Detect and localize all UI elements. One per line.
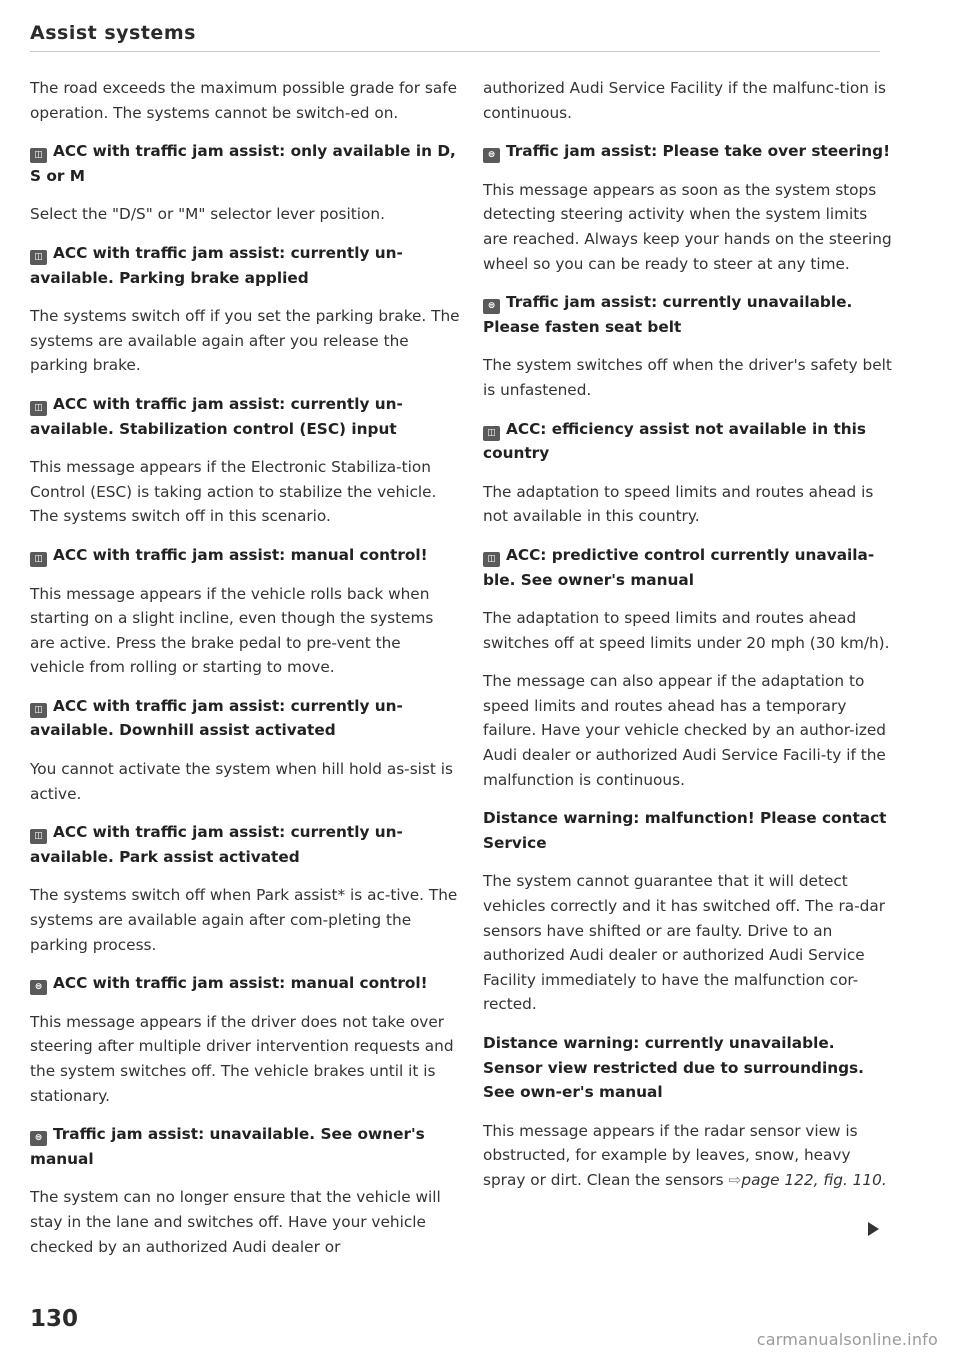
acc-icon: ◫ — [30, 148, 47, 163]
acc-icon: ◫ — [30, 552, 47, 567]
paragraph-text: authorized Audi Service Facility if the malfunc-tion is continuous. — [483, 79, 886, 122]
body-paragraph — [483, 606, 893, 655]
message-heading-text: Traffic jam assist: currently unavailable. Please fasten seat belt — [483, 293, 853, 336]
paragraph-text: This message appears as soon as the system stops detecting steering activity when the system limits are reached. Always keep your hands on the steering wheel so you can be ready to steer at any time. — [483, 180, 892, 273]
reference-arrow-icon: ⇨ — [728, 1170, 742, 1189]
steering-icon: ⊜ — [483, 299, 500, 314]
paragraph-text: The system switches off when the driver's safety belt is unfastened. — [483, 356, 892, 399]
message-heading — [483, 1031, 893, 1105]
body-paragraph — [483, 353, 893, 402]
steering-icon: ⊜ — [30, 980, 47, 995]
message-heading — [30, 694, 460, 743]
message-heading-text: Distance warning: currently unavailable. Sensor view restricted due to surroundings. See own-er's manual — [483, 1034, 864, 1102]
message-heading — [483, 806, 893, 855]
paragraph-text: The systems switch off if you set the parking brake. The systems are available again after you release the parking brake. — [30, 307, 460, 375]
steering-icon: ⊜ — [483, 148, 500, 163]
acc-icon: ◫ — [483, 426, 500, 441]
paragraph-text: The adaptation to speed limits and routes ahead is not available in this country. — [483, 482, 874, 526]
header-divider — [30, 51, 880, 52]
paragraph-text: The system can no longer ensure that the vehicle will stay in the lane and switches off. Have your vehicle checked by an authorized Audi dealer or — [30, 1188, 441, 1256]
page-number: 130 — [30, 1306, 79, 1332]
message-heading — [483, 290, 893, 339]
body-paragraph — [30, 202, 460, 227]
paragraph-text: The message can also appear if the adaptation to speed limits and routes ahead has a temporary failure. Have your vehicle checked by an author-ized Audi dealer or authorized Audi Service Facili-ty if the malfunction is continuous. — [483, 672, 886, 789]
body-paragraph — [30, 582, 460, 680]
paragraph-text: You cannot activate the system when hill hold as-sist is active. — [30, 760, 453, 803]
right-column — [483, 76, 893, 1207]
paragraph-text: This message appears if the vehicle rolls back when starting on a slight incline, even though the systems are active. Press the brake pedal to pre-vent the vehicle from rolling or starting to move. — [30, 584, 434, 677]
body-paragraph — [483, 1119, 893, 1193]
message-heading — [483, 139, 893, 164]
message-heading-text: ACC with traffic jam assist: only available in D, S or M — [30, 142, 456, 185]
message-heading-text: Traffic jam assist: unavailable. See owner's manual — [30, 1125, 425, 1168]
body-paragraph — [30, 757, 460, 806]
message-heading — [30, 820, 460, 869]
message-heading-text: ACC with traffic jam assist: currently un-available. Downhill assist activated — [30, 696, 403, 740]
body-paragraph — [483, 669, 893, 792]
paragraph-text: The systems switch off when Park assist* is ac-tive. The systems are available again after com-pleting the parking process. — [30, 886, 458, 954]
acc-icon: ◫ — [30, 401, 47, 416]
acc-icon: ◫ — [30, 250, 47, 265]
message-heading-text: ACC: efficiency assist not available in this country — [483, 419, 866, 463]
body-paragraph — [30, 455, 460, 529]
message-heading — [30, 139, 460, 188]
body-paragraph — [483, 869, 893, 1017]
message-heading — [483, 417, 893, 466]
message-heading-text: Traffic jam assist: Please take over steering! — [506, 142, 891, 161]
body-paragraph — [30, 1185, 460, 1259]
body-paragraph — [483, 480, 893, 529]
acc-icon: ◫ — [483, 552, 500, 567]
paragraph-text: Select the "D/S" or "M" selector lever position. — [30, 205, 385, 224]
message-heading-text: ACC with traffic jam assist: manual control! — [53, 545, 428, 564]
message-heading — [30, 543, 460, 568]
message-heading — [483, 543, 893, 592]
paragraph-text: The adaptation to speed limits and routes ahead switches off at speed limits under 20 mph (30 km/h). — [483, 609, 890, 652]
watermark: carmanualsonline.info — [756, 1330, 938, 1349]
message-heading-text: ACC with traffic jam assist: currently un-available. Parking brake applied — [30, 243, 403, 287]
body-paragraph — [30, 883, 460, 957]
message-heading — [30, 971, 460, 996]
paragraph-text: This message appears if the driver does not take over steering after multiple driver intervention requests and the system switches off. The vehicle brakes until it is stationary. — [30, 1012, 454, 1105]
paragraph-text: The system cannot guarantee that it will detect vehicles correctly and it has switched off. The ra-dar sensors have shifted or are faulty. Drive to an authorized Audi dealer or authorized Audi Service Facility immediately to have the malfunction cor-rected. — [483, 872, 885, 1014]
paragraph-text: This message appears if the Electronic Stabiliza-tion Control (ESC) is taking action to stabilize the vehicle. The systems switch off in this scenario. — [30, 458, 437, 526]
body-paragraph — [30, 1010, 460, 1108]
page-header-title: Assist systems — [30, 22, 196, 44]
body-paragraph — [483, 76, 893, 125]
body-paragraph — [30, 304, 460, 378]
message-heading-text: ACC with traffic jam assist: manual control! — [53, 974, 428, 993]
message-heading-text: ACC: predictive control currently unavaila-ble. See owner's manual — [483, 545, 875, 589]
message-heading — [30, 392, 460, 441]
page-reference-link[interactable]: page 122, fig. 110. — [741, 1170, 887, 1189]
paragraph-text: This message appears if the radar sensor view is obstructed, for example by leaves, snow, heavy spray or dirt. Clean the sensors — [483, 1121, 858, 1189]
paragraph-text: The road exceeds the maximum possible grade for safe operation. The systems cannot be switch-ed on. — [30, 79, 458, 122]
body-paragraph — [30, 76, 460, 125]
message-heading — [30, 241, 460, 290]
next-page-arrow-icon[interactable] — [868, 1222, 879, 1236]
message-heading-text: ACC with traffic jam assist: currently un-available. Stabilization control (ESC) input — [30, 394, 403, 438]
acc-icon: ◫ — [30, 829, 47, 844]
message-heading-text: ACC with traffic jam assist: currently un-available. Park assist activated — [30, 823, 403, 866]
left-column — [30, 76, 460, 1273]
acc-icon: ◫ — [30, 703, 47, 718]
message-heading — [30, 1122, 460, 1171]
body-paragraph — [483, 178, 893, 276]
steering-icon: ⊜ — [30, 1131, 47, 1146]
message-heading-text: Distance warning: malfunction! Please contact Service — [483, 809, 887, 852]
